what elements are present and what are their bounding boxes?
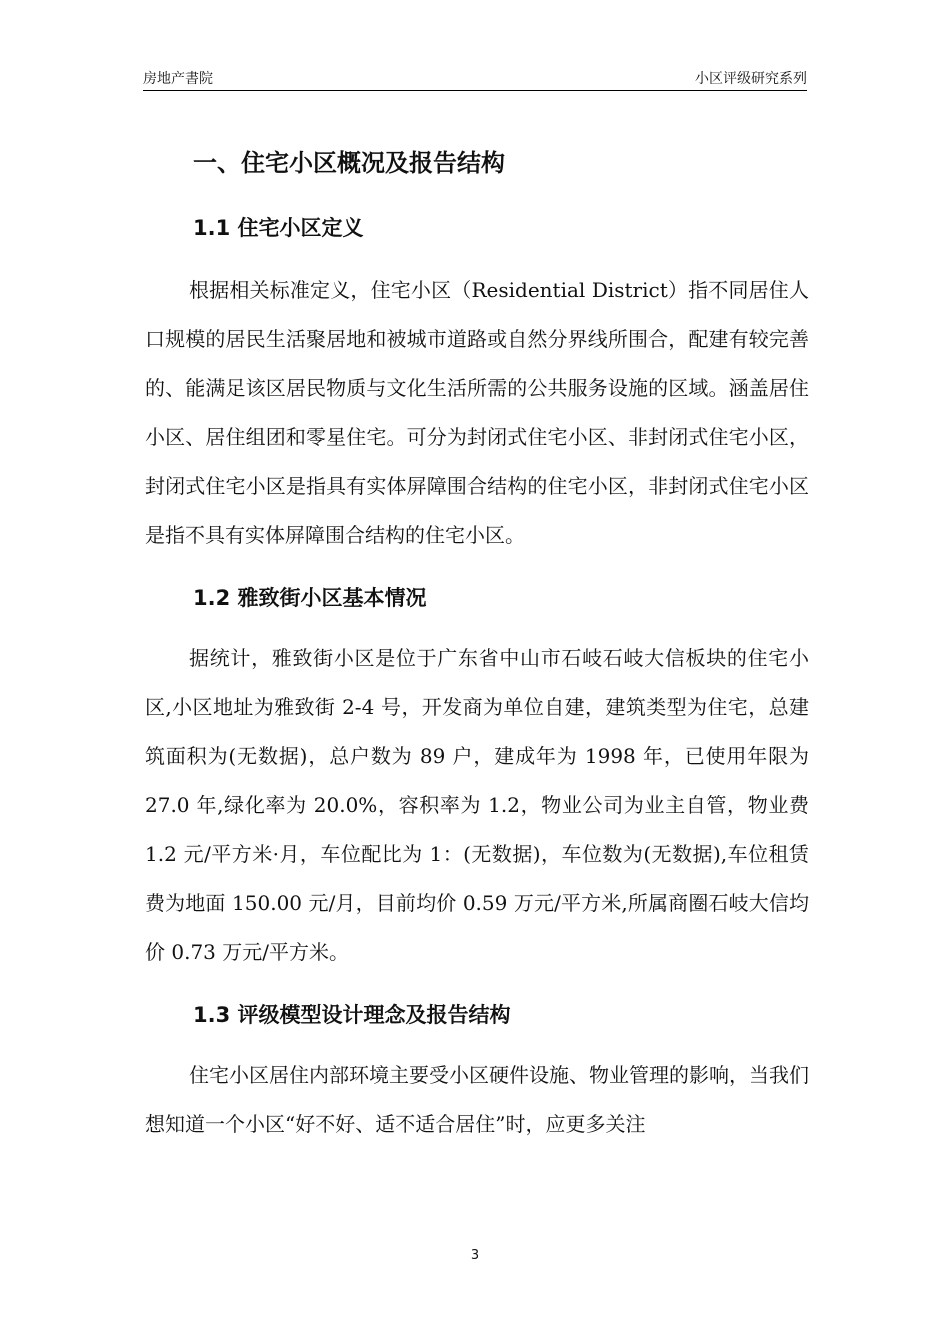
page-number: 3	[470, 1248, 480, 1263]
section-heading-1-2: 1.2 雅致街小区基本情况	[193, 586, 427, 610]
section-heading-1-3: 1.3 评级模型设计理念及报告结构	[193, 1003, 511, 1027]
chapter-title: 一、住宅小区概况及报告结构	[193, 149, 505, 177]
section-paragraph-1-2: 据统计，雅致街小区是位于广东省中山市石岐石岐大信板块的住宅小区,小区地址为雅致街 2-4 号，开发商为单位自建，建筑类型为住宅，总建筑面积为(无数据)，总户数为 89 户，建成年为 1998 年，已使用年限为 27.0 年,绿化率为 20.0%，容积率为 1.2，物业公司为业主自管，物业费 1.2 元/平方米·月，车位配比为 1：(无数据)，车位数为(无数据),车位租赁费为地面 150.00 元/月，目前均价 0.59 万元/平方米,所属商圈石岐大信均价 0.73 万元/平方米。	[145, 646, 809, 964]
section-paragraph-1-1: 根据相关标准定义，住宅小区（Residential District）指不同居住人口规模的居民生活聚居地和被城市道路或自然分界线所围合，配建有较完善的、能满足该区居民物质与文化生活所需的公共服务设施的区域。涵盖居住小区、居住组团和零星住宅。可分为封闭式住宅小区、非封闭式住宅小区，封闭式住宅小区是指具有实体屏障围合结构的住宅小区，非封闭式住宅小区是指不具有实体屏障围合结构的住宅小区。	[145, 278, 809, 547]
header-brand: 房地产書院	[143, 71, 213, 87]
page-header	[143, 64, 807, 91]
section-paragraph-1-3: 住宅小区居住内部环境主要受小区硬件设施、物业管理的影响，当我们想知道一个小区“好不好、适不适合居住”时，应更多关注	[145, 1063, 809, 1136]
document-body	[145, 140, 809, 1149]
header-series-title: 小区评级研究系列	[695, 71, 807, 87]
section-heading-1-1: 1.1 住宅小区定义	[193, 216, 364, 240]
